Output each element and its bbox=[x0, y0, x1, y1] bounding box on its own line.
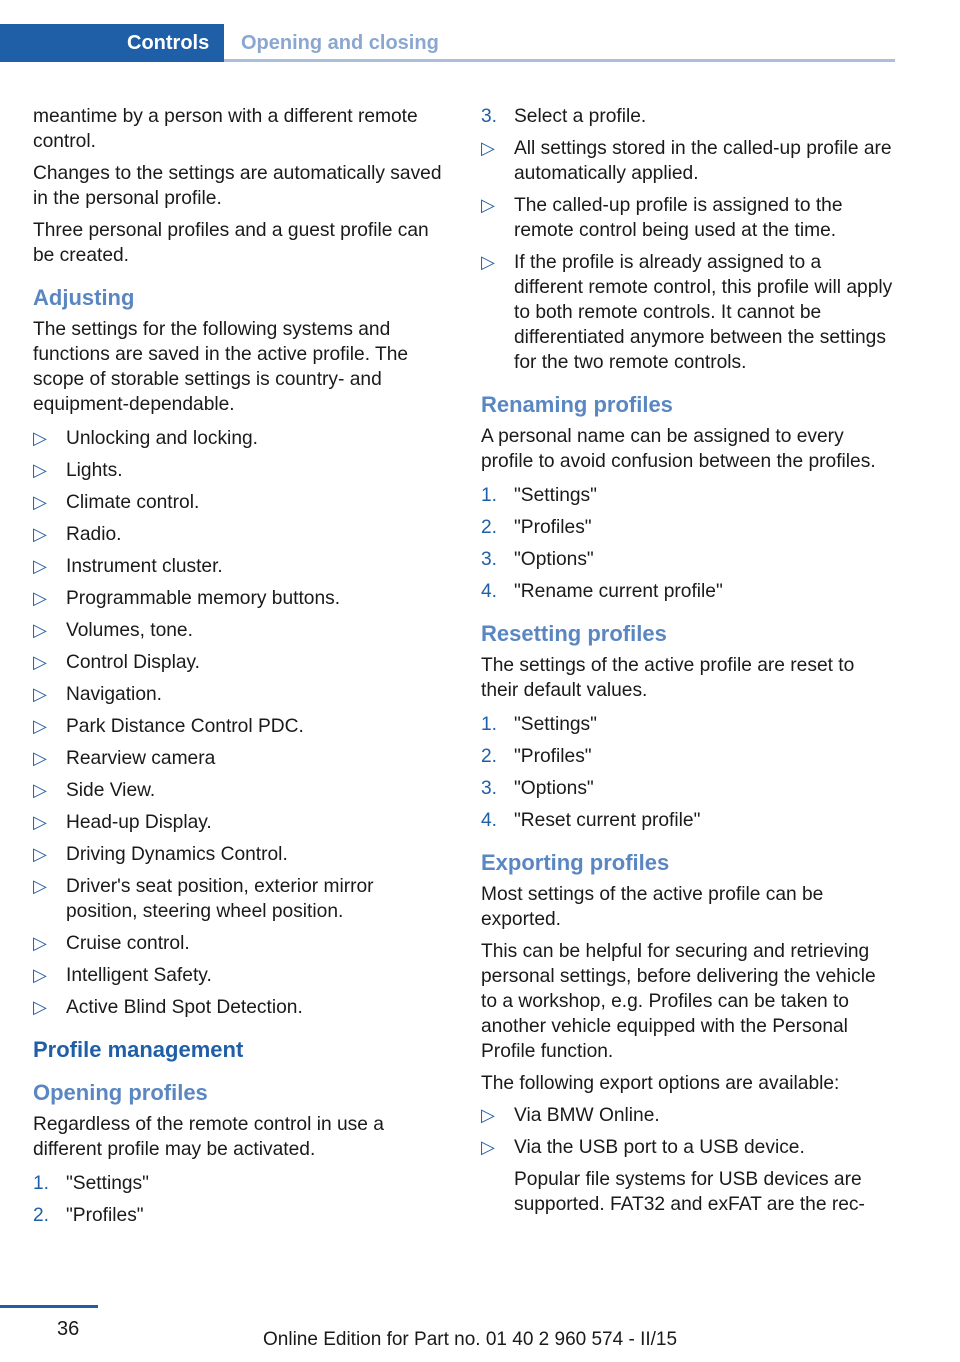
export-options-list bbox=[481, 1103, 893, 1160]
paragraph: The settings for the following systems and functions are saved in the active profile. The scope of storable settings is country- and equipment-dependable. bbox=[33, 319, 409, 415]
list-item bbox=[33, 842, 445, 867]
edition-note: Online Edition for Part no. 01 40 2 960 574 - II/15 bbox=[263, 1329, 678, 1350]
list-item bbox=[33, 490, 445, 515]
step-number: 3. bbox=[481, 778, 498, 799]
triangle-bullet-icon: ▷ bbox=[33, 844, 47, 864]
list-item-text: Side View. bbox=[66, 780, 156, 801]
list-item bbox=[481, 1135, 893, 1160]
list-item-text: Head-up Display. bbox=[66, 812, 212, 833]
list-item-text: Instrument cluster. bbox=[66, 556, 223, 577]
triangle-bullet-icon: ▷ bbox=[481, 138, 495, 158]
step-number: 1. bbox=[481, 714, 498, 735]
step-text: "Profiles" bbox=[514, 746, 592, 767]
list-item-text: Park Distance Control PDC. bbox=[66, 716, 304, 737]
paragraph: The settings of the active profile are reset to their default values. bbox=[481, 655, 855, 701]
triangle-bullet-icon: ▷ bbox=[33, 652, 47, 672]
paragraph: meantime by a person with a different remote control. bbox=[33, 106, 418, 152]
list-item-text: Programmable memory buttons. bbox=[66, 588, 341, 609]
paragraph: Most settings of the active profile can be exported. bbox=[481, 884, 824, 930]
triangle-bullet-icon: ▷ bbox=[481, 1105, 495, 1125]
triangle-bullet-icon: ▷ bbox=[481, 1137, 495, 1157]
triangle-bullet-icon: ▷ bbox=[33, 428, 47, 448]
list-item bbox=[33, 714, 445, 739]
list-item-text: Active Blind Spot Detection. bbox=[66, 997, 303, 1018]
list-item bbox=[481, 776, 893, 801]
triangle-bullet-icon: ▷ bbox=[481, 195, 495, 215]
right-column bbox=[481, 104, 893, 1224]
list-item bbox=[33, 963, 445, 988]
list-item bbox=[481, 515, 893, 540]
list-item bbox=[33, 1203, 445, 1228]
section-heading-exporting-profiles: Exporting profiles bbox=[481, 850, 670, 875]
triangle-bullet-icon: ▷ bbox=[33, 997, 47, 1017]
step-text: "Settings" bbox=[514, 485, 597, 506]
list-item-text: Via the USB port to a USB device. bbox=[514, 1137, 805, 1158]
list-item-text: The called-up profile is assigned to the remote control being used at the time. bbox=[514, 195, 843, 241]
section-heading-adjusting: Adjusting bbox=[33, 285, 135, 310]
section-heading-renaming-profiles: Renaming profiles bbox=[481, 392, 673, 417]
list-item-text: Unlocking and locking. bbox=[66, 428, 258, 449]
list-item bbox=[33, 554, 445, 579]
step-number: 2. bbox=[33, 1205, 50, 1226]
step-text: "Reset current profile" bbox=[514, 810, 701, 831]
adjustable-settings-list bbox=[33, 426, 445, 1020]
step-text: "Settings" bbox=[66, 1173, 149, 1194]
paragraph: Regardless of the remote control in use a different profile may be activated. bbox=[33, 1114, 384, 1160]
step-number: 1. bbox=[33, 1173, 50, 1194]
header-divider bbox=[224, 59, 895, 62]
list-item-text: Intelligent Safety. bbox=[66, 965, 212, 986]
triangle-bullet-icon: ▷ bbox=[33, 748, 47, 768]
step-text: "Options" bbox=[514, 549, 594, 570]
step-text: "Settings" bbox=[514, 714, 597, 735]
triangle-bullet-icon: ▷ bbox=[33, 492, 47, 512]
list-item-text: Radio. bbox=[66, 524, 122, 545]
list-item bbox=[33, 586, 445, 611]
paragraph: Three personal profiles and a guest profile can be created. bbox=[33, 220, 429, 266]
list-item bbox=[481, 712, 893, 737]
step-number: 4. bbox=[481, 581, 498, 602]
step-number: 2. bbox=[481, 517, 498, 538]
list-item bbox=[33, 650, 445, 675]
list-item bbox=[481, 1103, 893, 1128]
list-item bbox=[481, 744, 893, 769]
step-number: 1. bbox=[481, 485, 498, 506]
list-item bbox=[33, 426, 445, 451]
left-column bbox=[33, 104, 445, 1235]
triangle-bullet-icon: ▷ bbox=[481, 252, 495, 272]
renaming-steps-list bbox=[481, 483, 893, 604]
step-number: 3. bbox=[481, 106, 498, 127]
triangle-bullet-icon: ▷ bbox=[33, 556, 47, 576]
list-item-text: Rearview camera bbox=[66, 748, 216, 769]
paragraph: Changes to the settings are automatically saved in the personal profile. bbox=[33, 163, 442, 209]
list-item bbox=[33, 1171, 445, 1196]
section-heading-profile-management: Profile management bbox=[33, 1037, 244, 1062]
list-item-text: Cruise control. bbox=[66, 933, 190, 954]
triangle-bullet-icon: ▷ bbox=[33, 684, 47, 704]
triangle-bullet-icon: ▷ bbox=[33, 812, 47, 832]
list-item-text: If the profile is already assigned to a different remote control, this profile will apply to both remote controls. It cannot be differentiated anymore between the settings for the two remote controls. bbox=[514, 252, 893, 373]
opening-steps-list bbox=[33, 1171, 445, 1228]
header-section-label: Controls bbox=[127, 32, 210, 54]
list-item-text: Driving Dynamics Control. bbox=[66, 844, 288, 865]
list-item-text: Navigation. bbox=[66, 684, 162, 705]
list-item bbox=[33, 458, 445, 483]
triangle-bullet-icon: ▷ bbox=[33, 876, 47, 896]
step-text: "Profiles" bbox=[66, 1205, 144, 1226]
list-item-text: Climate control. bbox=[66, 492, 200, 513]
triangle-bullet-icon: ▷ bbox=[33, 965, 47, 985]
list-item bbox=[481, 579, 893, 604]
list-item-text: All settings stored in the called-up profile are automatically applied. bbox=[514, 138, 892, 184]
list-item bbox=[33, 995, 445, 1020]
triangle-bullet-icon: ▷ bbox=[33, 780, 47, 800]
triangle-bullet-icon: ▷ bbox=[33, 620, 47, 640]
step-text: "Rename current profile" bbox=[514, 581, 723, 602]
triangle-bullet-icon: ▷ bbox=[33, 933, 47, 953]
triangle-bullet-icon: ▷ bbox=[33, 524, 47, 544]
step-text: "Profiles" bbox=[514, 517, 592, 538]
list-item-text: Via BMW Online. bbox=[514, 1105, 660, 1126]
resetting-steps-list bbox=[481, 712, 893, 833]
paragraph: This can be helpful for securing and retrieving personal settings, before delivering the vehicle to a workshop, e.g. Profiles can be taken to another vehicle equipped with the Personal Profile function. bbox=[481, 941, 876, 1062]
list-item-text: Lights. bbox=[66, 460, 123, 481]
list-item bbox=[33, 778, 445, 803]
page-number: 36 bbox=[57, 1318, 80, 1340]
list-item bbox=[33, 874, 445, 924]
profile-behaviour-list bbox=[481, 136, 893, 375]
list-item bbox=[33, 810, 445, 835]
usb-note: Popular file systems for USB devices are supported. FAT32 and exFAT are the rec- bbox=[514, 1169, 865, 1215]
section-heading-resetting-profiles: Resetting profiles bbox=[481, 621, 667, 646]
list-item-text: Volumes, tone. bbox=[66, 620, 193, 641]
list-item bbox=[481, 483, 893, 508]
step-text: Select a profile. bbox=[514, 106, 647, 127]
list-item bbox=[33, 618, 445, 643]
list-item bbox=[33, 931, 445, 956]
footer-divider bbox=[0, 1305, 98, 1308]
section-heading-opening-profiles: Opening profiles bbox=[33, 1080, 208, 1105]
list-item bbox=[33, 746, 445, 771]
list-item bbox=[481, 547, 893, 572]
list-item bbox=[481, 104, 893, 129]
list-item bbox=[33, 522, 445, 547]
paragraph: A personal name can be assigned to every profile to avoid confusion between the profiles. bbox=[481, 426, 876, 472]
header-subsection-label: Opening and closing bbox=[241, 32, 439, 54]
list-item-text: Driver's seat position, exterior mirror position, steering wheel position. bbox=[66, 876, 374, 922]
paragraph: The following export options are available: bbox=[481, 1073, 840, 1094]
triangle-bullet-icon: ▷ bbox=[33, 460, 47, 480]
list-item bbox=[481, 136, 893, 186]
list-item bbox=[33, 682, 445, 707]
step-number: 4. bbox=[481, 810, 498, 831]
list-item bbox=[481, 250, 893, 375]
step-text: "Options" bbox=[514, 778, 594, 799]
list-item bbox=[481, 808, 893, 833]
step-number: 2. bbox=[481, 746, 498, 767]
page-header bbox=[0, 24, 895, 62]
triangle-bullet-icon: ▷ bbox=[33, 716, 47, 736]
list-item bbox=[481, 193, 893, 243]
triangle-bullet-icon: ▷ bbox=[33, 588, 47, 608]
list-item-text: Control Display. bbox=[66, 652, 201, 673]
step-number: 3. bbox=[481, 549, 498, 570]
